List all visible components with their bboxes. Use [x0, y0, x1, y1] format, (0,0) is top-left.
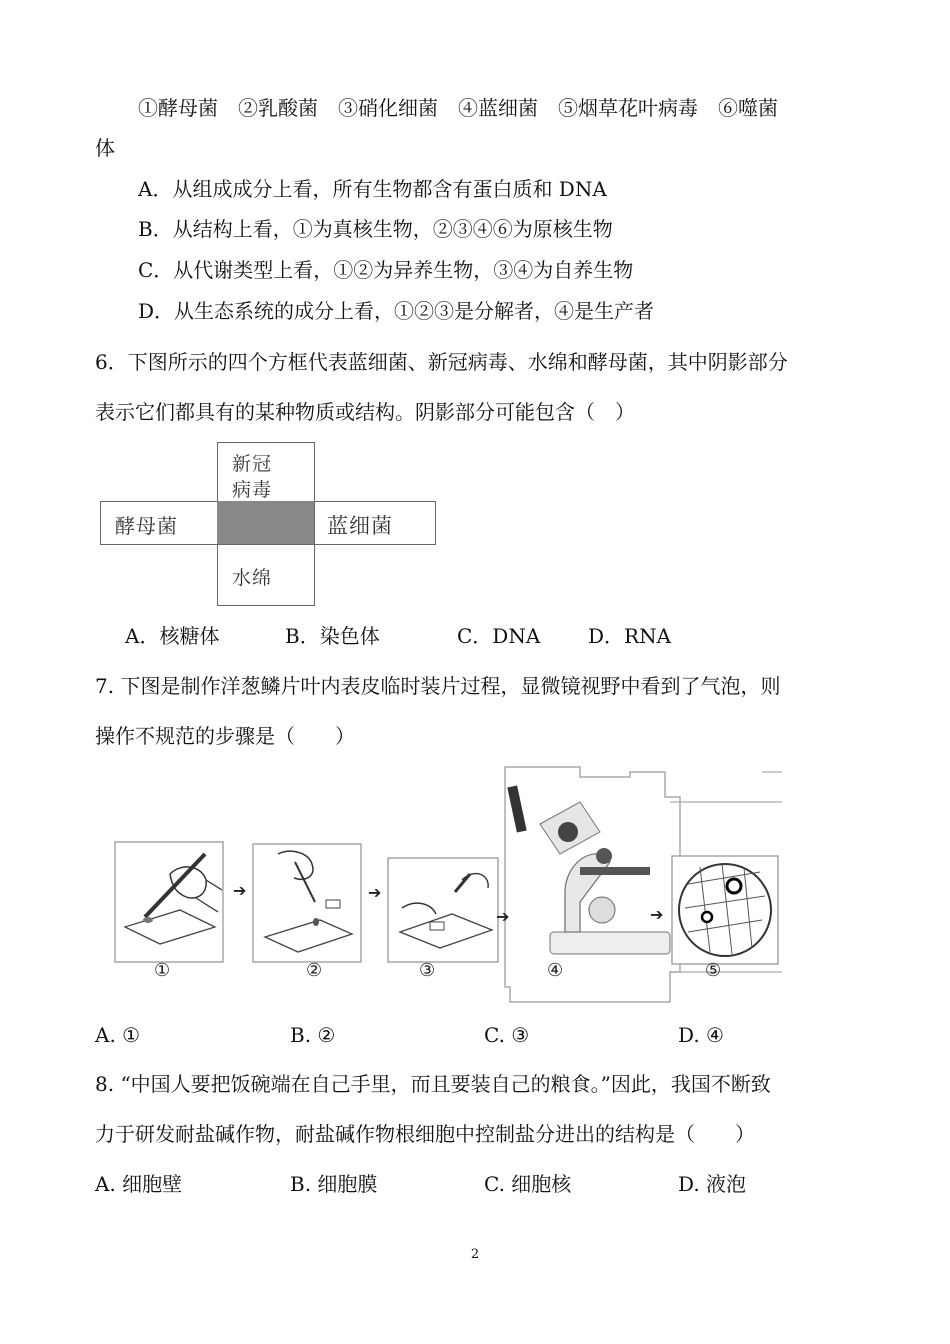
q7-stem-line2: 操作不规范的步骤是（ ）: [95, 724, 355, 748]
q6-option-b: B．染色体: [285, 624, 380, 648]
q7-stem-line1: 7. 下图是制作洋葱鳞片叶内表皮临时装片过程，显微镜视野中看到了气泡，则: [95, 674, 781, 698]
q8-option-b: B. 细胞膜: [290, 1172, 378, 1196]
svg-text:➔: ➔: [233, 881, 247, 900]
q8-option-c: C. 细胞核: [484, 1172, 572, 1196]
q8-option-d: D. 液泡: [678, 1172, 747, 1196]
svg-text:➔: ➔: [496, 907, 510, 926]
q6-option-c: C．DNA: [457, 624, 541, 648]
q7-step-label-3: ③: [419, 960, 436, 981]
svg-text:➔: ➔: [368, 883, 382, 902]
q7-option-c: C. ③: [484, 1023, 530, 1047]
q5-option-d: D．从生态系统的成分上看，①②③是分解者，④是生产者: [138, 299, 655, 323]
step-4-microscope: [507, 785, 670, 954]
q7-option-a: A. ①: [95, 1023, 141, 1047]
q6-shaded-center: [217, 501, 315, 545]
q6-box-top-label-1: 新冠: [232, 453, 273, 475]
q5-option-b: B．从结构上看，①为真核生物，②③④⑥为原核生物: [138, 217, 613, 241]
q6-stem-line2: 表示它们都具有的某种物质或结构。阴影部分可能包含（ ）: [95, 400, 635, 424]
q6-box-top-label-2: 病毒: [232, 479, 273, 501]
q7-option-d: D. ④: [678, 1023, 724, 1047]
q8-stem-line1: 8. “中国人要把饭碗端在自己手里，而且要装自己的粮食。”因此，我国不断致: [95, 1072, 771, 1096]
step-3-cover-slip: [388, 858, 498, 962]
q5-organisms-line2: 体: [95, 136, 115, 160]
q6-option-d: D．RNA: [588, 624, 672, 648]
step-1-dropper-on-slide: [115, 842, 223, 962]
q7-step-label-2: ②: [306, 960, 323, 981]
q5-option-a: A．从组成成分上看，所有生物都含有蛋白质和 DNA: [138, 177, 607, 201]
q7-step-label-4: ④: [547, 960, 564, 981]
q6-box-right-label: 蓝细菌: [327, 514, 393, 538]
q6-box-left: [100, 501, 218, 545]
q8-option-a: A. 细胞壁: [95, 1172, 183, 1196]
q6-box-top: [217, 442, 315, 502]
q7-option-b: B. ②: [290, 1023, 336, 1047]
q6-box-bottom-label: 水绵: [232, 567, 273, 589]
step-5-field-of-view: [672, 856, 778, 964]
q5-organisms-line1: ①酵母菌 ②乳酸菌 ③硝化细菌 ④蓝细菌 ⑤烟草花叶病毒 ⑥噬菌: [138, 96, 778, 120]
q6-box-left-label: 酵母菌: [115, 514, 178, 538]
q8-stem-line2: 力于研发耐盐碱作物，耐盐碱作物根细胞中控制盐分进出的结构是（ ）: [95, 1122, 755, 1146]
q6-stem-line1: 6．下图所示的四个方框代表蓝细菌、新冠病毒、水绵和酵母菌，其中阴影部分: [95, 350, 788, 374]
q6-box-right: [314, 501, 436, 545]
step-2-tweezers: [253, 844, 361, 962]
q7-step-label-1: ①: [154, 960, 171, 981]
page-number: 2: [470, 1247, 480, 1262]
q7-step-label-5: ⑤: [705, 960, 722, 981]
q6-box-bottom: [217, 544, 315, 606]
q7-process-figure: [110, 762, 790, 1007]
q6-cross-figure: [100, 442, 440, 606]
q5-option-c: C．从代谢类型上看，①②为异养生物，③④为自养生物: [138, 258, 634, 282]
q6-option-a: A．核糖体: [125, 624, 220, 648]
svg-text:➔: ➔: [650, 905, 664, 924]
